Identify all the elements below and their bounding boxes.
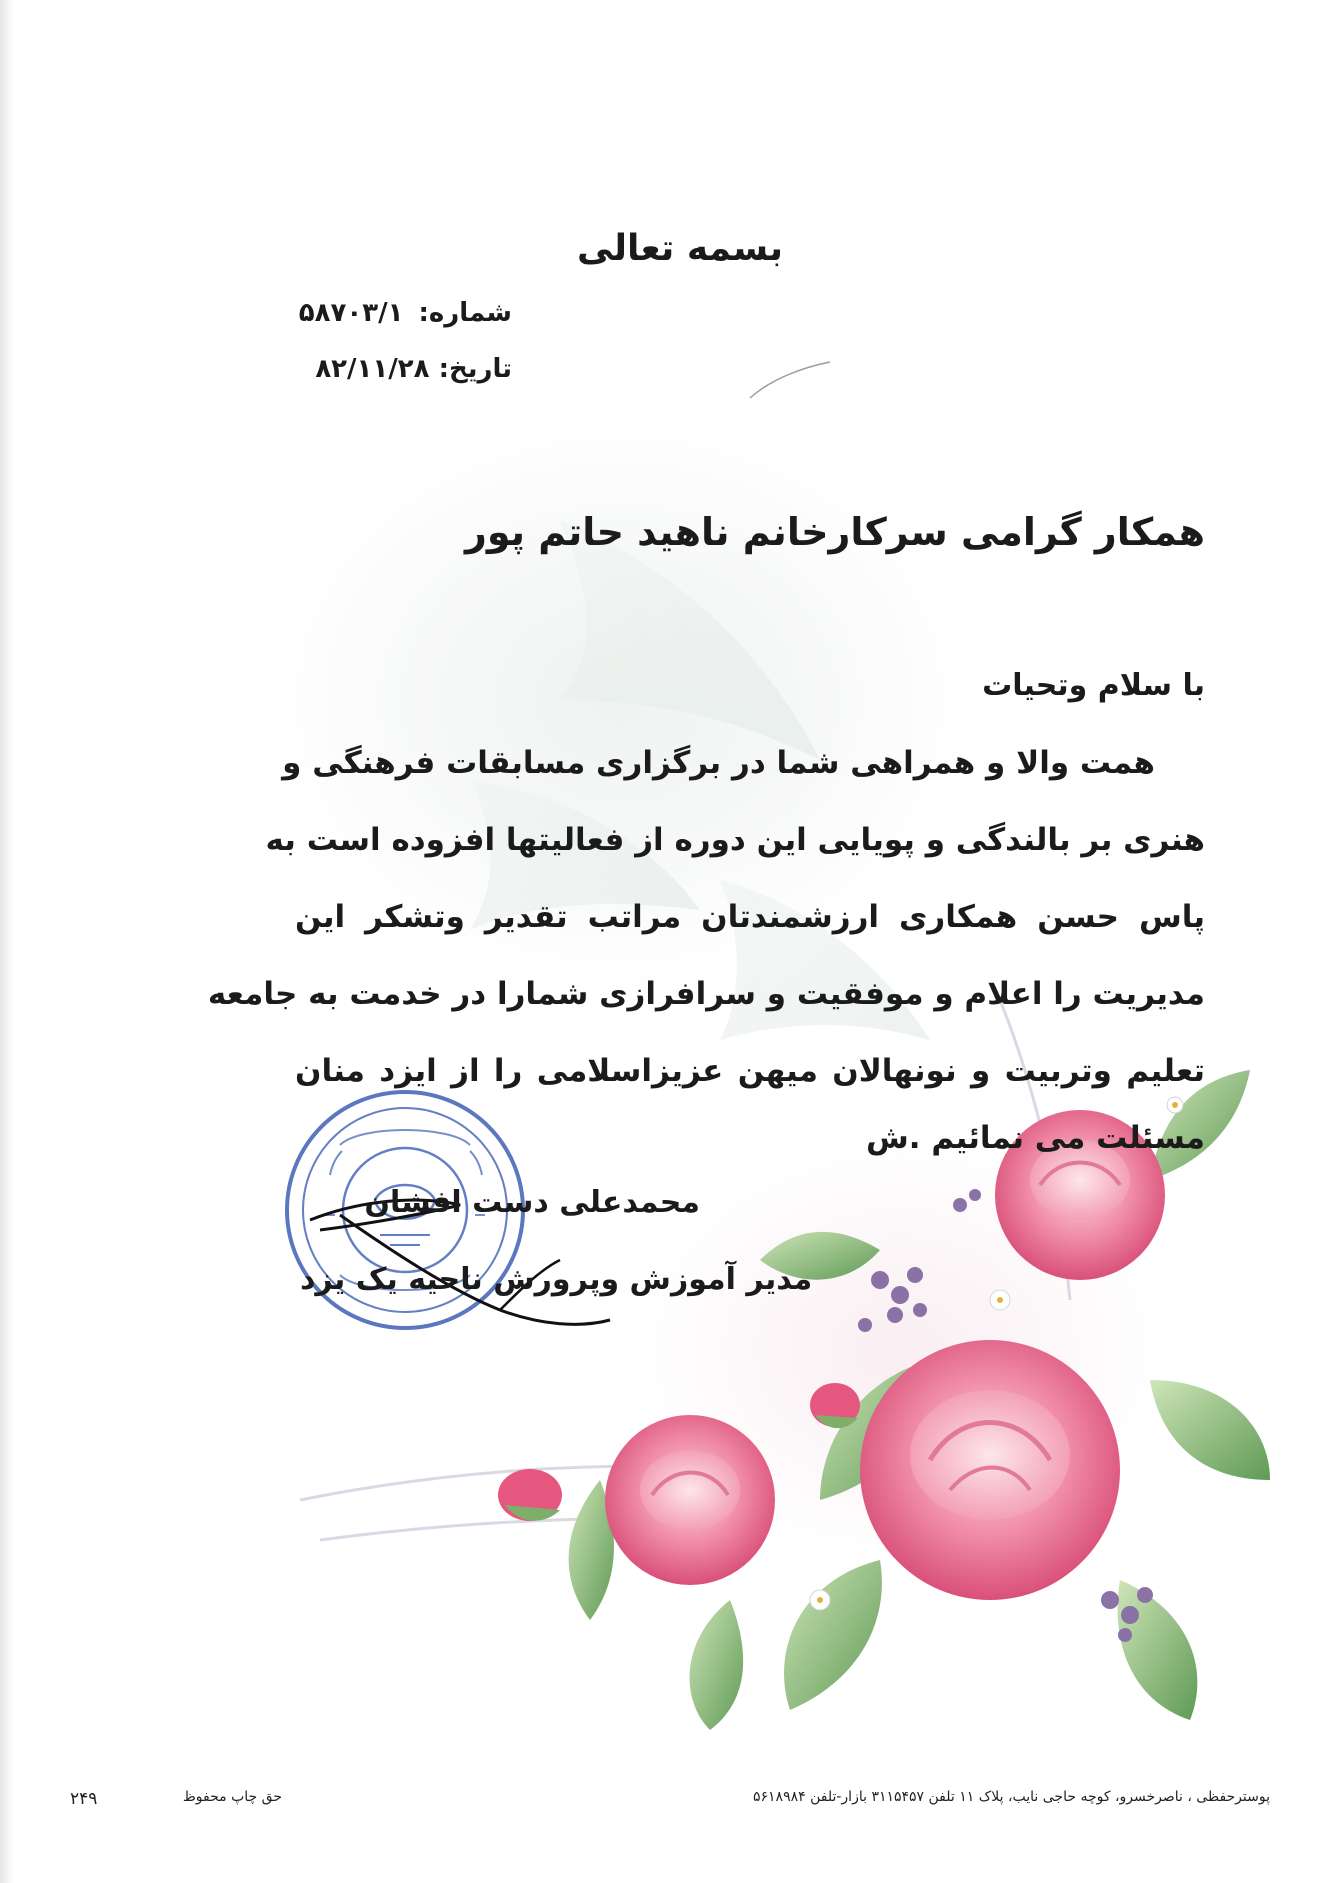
pen-stroke-mark [750, 362, 830, 398]
signatory-name: محمدعلی دست افشان [364, 1185, 700, 1220]
letter-number [250, 298, 512, 328]
body-line-4: مدیریت را اعلام و موفقیت و سرافرازی شمارا در خدمت به جامعه [207, 976, 1205, 1012]
body-line-1: همت والا و همراهی شما در برگزاری مسابقات فرهنگی و [282, 745, 1155, 781]
letter-heading: بسمه تعالی [577, 228, 783, 269]
recipient-line: همکار گرامی سرکارخانم ناهید حاتم پور [465, 510, 1205, 554]
letter-date-value: ۸۲/۱۱/۲۸ [315, 354, 430, 384]
letter-date [250, 354, 512, 384]
body-line-6: مسئلت می نمائیم .ش [865, 1120, 1205, 1156]
rose-large [860, 1340, 1120, 1600]
body-line-5: تعلیم وتربیت و نونهالان میهن عزیزاسلامی را از ایزد منان [295, 1053, 1205, 1089]
footer-copyright: حق چاپ محفوظ [182, 1789, 282, 1805]
rose-left [605, 1415, 775, 1585]
body-line-2: هنری بر بالندگی و پویایی این دوره از فعالیتها افزوده است به [265, 822, 1205, 858]
footer-address: پوسترحفظی ، ناصرخسرو، کوچه حاجی نایب، پلاک ۱۱ تلفن ۳۱۱۵۴۵۷ بازار-تلفن ۵۶۱۸۹۸۴ [753, 1789, 1270, 1805]
letter-number-label: شماره: [418, 298, 512, 328]
signatory-title: مدیر آموزش وپرورش ناحیه یک یزد [300, 1262, 813, 1297]
greeting-line: با سلام وتحیات [982, 668, 1205, 703]
letter-date-label: تاریخ: [438, 354, 512, 384]
page-number: ۲۴۹ [70, 1789, 98, 1809]
letter-number-value: ۵۸۷۰۳/۱ [298, 298, 404, 328]
body-line-3: پاس حسن همکاری ارزشمندتان مراتب تقدیر وتشکر این [295, 899, 1205, 935]
